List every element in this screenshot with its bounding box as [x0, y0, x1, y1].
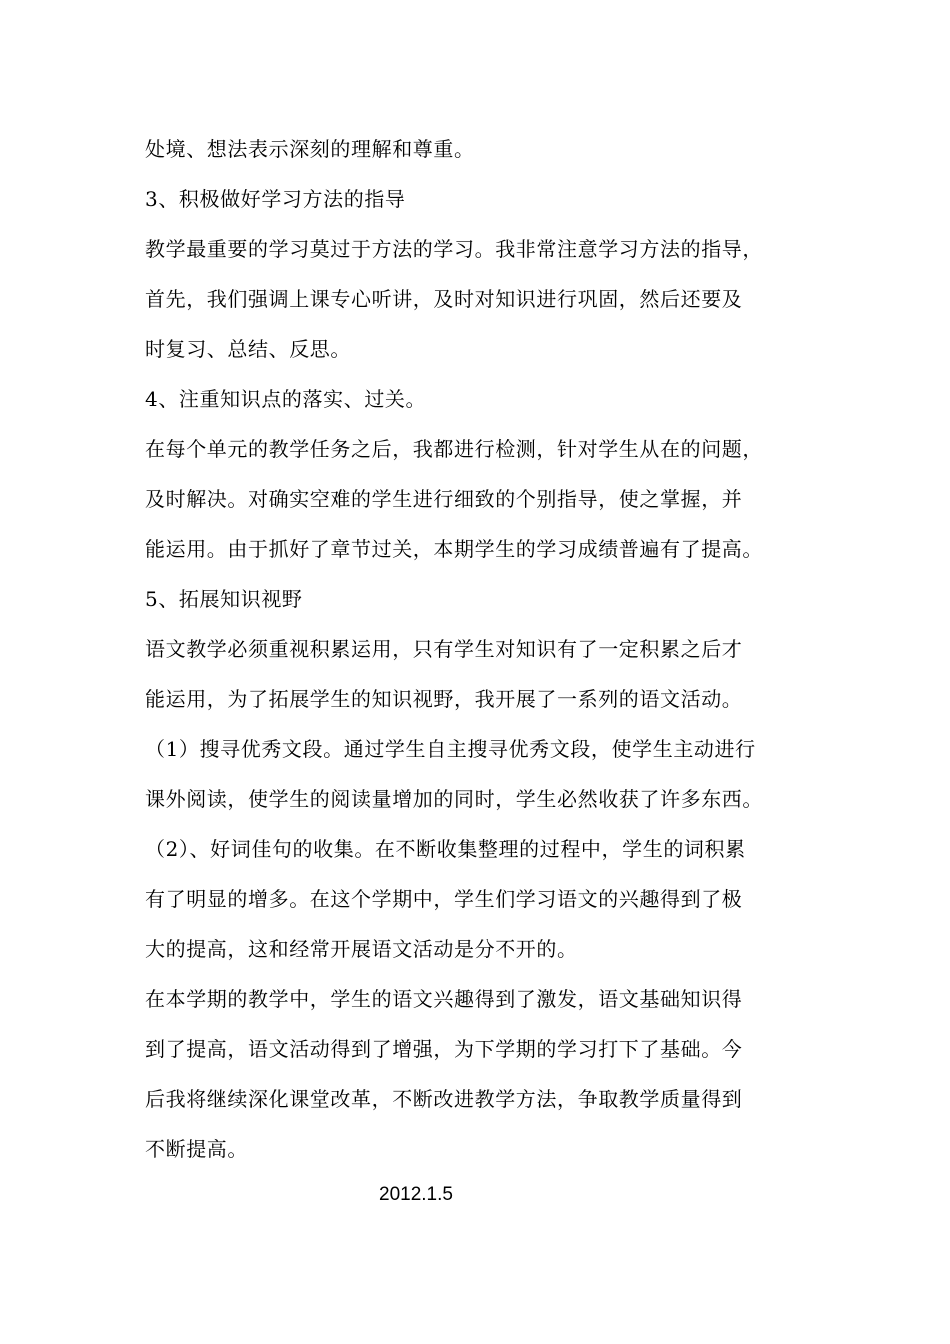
section-heading-4: 4、注重知识点的落实、过关。 [145, 387, 427, 411]
text-line: 不断提高。 [145, 1137, 248, 1161]
text-line: 在每个单元的教学任务之后，我都进行检测，针对学生从在的问题， [145, 437, 763, 461]
text-line: 语文教学必须重视积累运用，只有学生对知识有了一定积累之后才 [145, 637, 743, 661]
text-line: 能运用。由于抓好了章节过关，本期学生的学习成绩普遍有了提高。 [145, 537, 763, 561]
text-line: 到了提高，语文活动得到了增强，为下学期的学习打下了基础。今 [145, 1037, 743, 1061]
text-line: 课外阅读，使学生的阅读量增加的同时，学生必然收获了许多东西。 [145, 787, 763, 811]
text-line: 能运用，为了拓展学生的知识视野，我开展了一系列的语文活动。 [145, 687, 743, 711]
document-body [145, 124, 835, 1174]
section-heading-3: 3、积极做好学习方法的指导 [145, 187, 406, 211]
text-line: （2）、好词佳句的收集。在不断收集整理的过程中，学生的词积累 [145, 837, 746, 861]
text-line: 有了明显的增多。在这个学期中，学生们学习语文的兴趣得到了极 [145, 887, 743, 911]
text-line: 大的提高，这和经常开展语文活动是分不开的。 [145, 937, 578, 961]
text-line: 在本学期的教学中，学生的语文兴趣得到了激发，语文基础知识得 [145, 987, 743, 1011]
section-heading-5: 5、拓展知识视野 [145, 587, 303, 611]
text-line: 后我将继续深化课堂改革，不断改进教学方法，争取教学质量得到 [145, 1087, 743, 1111]
text-line: （1）搜寻优秀文段。通过学生自主搜寻优秀文段，使学生主动进行 [145, 737, 756, 761]
text-line: 及时解决。对确实空难的学生进行细致的个别指导，使之掌握，并 [145, 487, 743, 511]
text-line: 处境、想法表示深刻的理解和尊重。 [145, 137, 475, 161]
text-line: 时复习、总结、反思。 [145, 337, 351, 361]
text-line: 教学最重要的学习莫过于方法的学习。我非常注意学习方法的指导， [145, 237, 763, 261]
document-date: 2012.1.5 [379, 1184, 453, 1205]
text-line: 首先，我们强调上课专心听讲，及时对知识进行巩固，然后还要及 [145, 287, 743, 311]
